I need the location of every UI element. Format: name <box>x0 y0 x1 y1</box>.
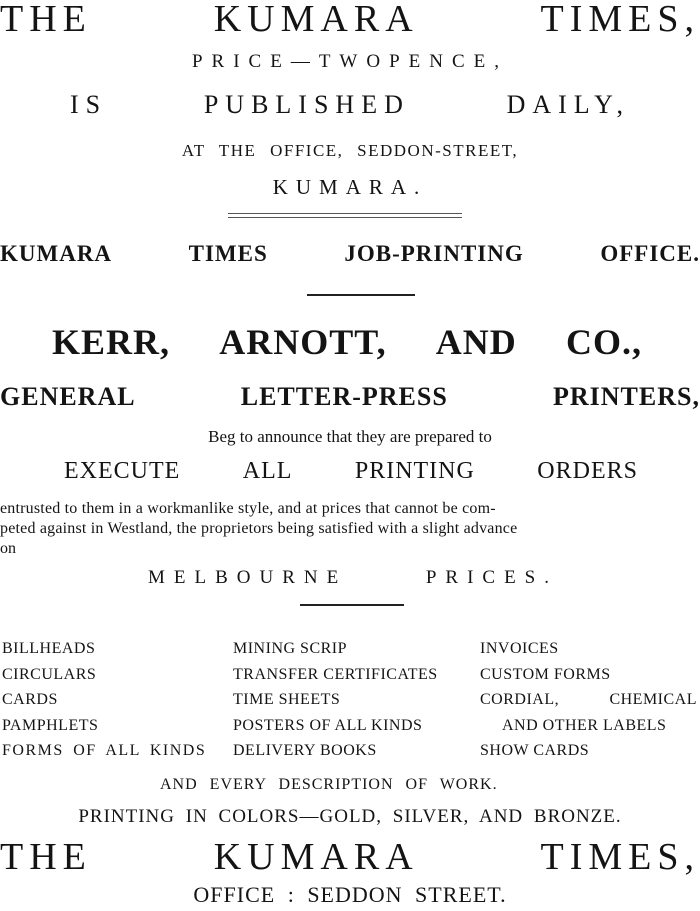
service-word: CHEMICAL <box>609 691 697 708</box>
printing-colors-line: PRINTING IN COLORS—GOLD, SILVER, AND BRONZE. <box>78 806 622 827</box>
service-item: DELIVERY BOOKS <box>233 742 377 759</box>
masthead-title <box>0 0 700 38</box>
short-rule <box>300 604 404 606</box>
service-item: PAMPHLETS <box>2 716 99 734</box>
melbourne-word: PRICES. <box>425 567 558 588</box>
price-line: PRICE—TWOPENCE, <box>191 51 509 72</box>
service-item-split <box>480 687 697 713</box>
trade-word: PRINTERS, <box>553 382 700 411</box>
service-item: AND OTHER LABELS <box>502 716 667 734</box>
service-item: SHOW CARDS <box>480 742 590 759</box>
footer-word: THE <box>0 836 92 878</box>
town-line: KUMARA. <box>272 175 428 199</box>
body-line: entrusted to them in a workmanlike style, and at prices that cannot be com- <box>0 500 496 517</box>
masthead-word: TIMES, <box>540 0 700 40</box>
services-column-2 <box>233 636 438 764</box>
service-item: FORMS OF ALL KINDS <box>2 742 207 759</box>
closing-line: AND EVERY DESCRIPTION OF WORK. <box>160 776 498 793</box>
service-item: CIRCULARS <box>2 665 97 683</box>
announce-line: Beg to announce that they are prepared to <box>208 427 492 446</box>
body-paragraph <box>0 499 700 559</box>
service-item: TIME SHEETS <box>233 691 341 708</box>
services-column-3 <box>480 636 697 764</box>
body-line: on <box>0 540 16 557</box>
job-office-word: JOB-PRINTING <box>344 241 524 266</box>
execute-word: PRINTING <box>354 458 475 484</box>
job-office-word: OFFICE. <box>600 241 700 266</box>
service-item: INVOICES <box>480 640 559 657</box>
short-rule <box>307 294 415 296</box>
execute-word: ALL <box>242 458 293 484</box>
published-word: PUBLISHED <box>203 90 410 119</box>
melbourne-word: MELBOURNE <box>148 567 348 588</box>
footer-title <box>0 838 700 876</box>
trade-line <box>0 382 700 412</box>
job-office-heading <box>0 240 700 268</box>
services-column-1 <box>2 636 206 764</box>
melbourne-prices-line <box>148 566 558 590</box>
firm-name-word: CO., <box>565 322 642 362</box>
published-word: DAILY, <box>506 90 630 119</box>
masthead-word: THE <box>0 0 92 40</box>
published-daily-line <box>70 90 630 120</box>
service-item: CARDS <box>2 691 58 708</box>
service-item: MINING SCRIP <box>233 640 348 657</box>
double-rule <box>228 213 462 218</box>
job-office-word: KUMARA <box>0 241 113 266</box>
execute-word: ORDERS <box>537 458 638 484</box>
firm-name-word: ARNOTT, <box>219 322 387 362</box>
service-item: POSTERS OF ALL KINDS <box>233 716 423 734</box>
firm-name-word: AND <box>435 322 517 362</box>
job-office-word: TIMES <box>188 241 268 266</box>
trade-word: LETTER-PRESS <box>240 382 448 411</box>
published-word: IS <box>70 90 108 119</box>
service-word: CORDIAL, <box>480 691 560 708</box>
firm-name-word: KERR, <box>52 322 171 362</box>
service-item: CUSTOM FORMS <box>480 665 611 683</box>
footer-office-line: OFFICE : SEDDON STREET. <box>193 882 507 907</box>
masthead-word: KUMARA <box>213 0 419 40</box>
trade-word: GENERAL <box>0 382 136 411</box>
execute-word: EXECUTE <box>64 458 181 484</box>
service-item: TRANSFER CERTIFICATES <box>233 665 438 683</box>
body-line: peted against in Westland, the proprietors being satisfied with a slight advance <box>0 520 518 537</box>
footer-word: KUMARA <box>213 836 419 878</box>
firm-name <box>52 322 642 362</box>
office-address-line: AT THE OFFICE, SEDDON-STREET, <box>181 141 519 160</box>
service-item: BILLHEADS <box>2 640 96 657</box>
execute-line <box>64 456 638 486</box>
footer-word: TIMES, <box>540 836 700 878</box>
